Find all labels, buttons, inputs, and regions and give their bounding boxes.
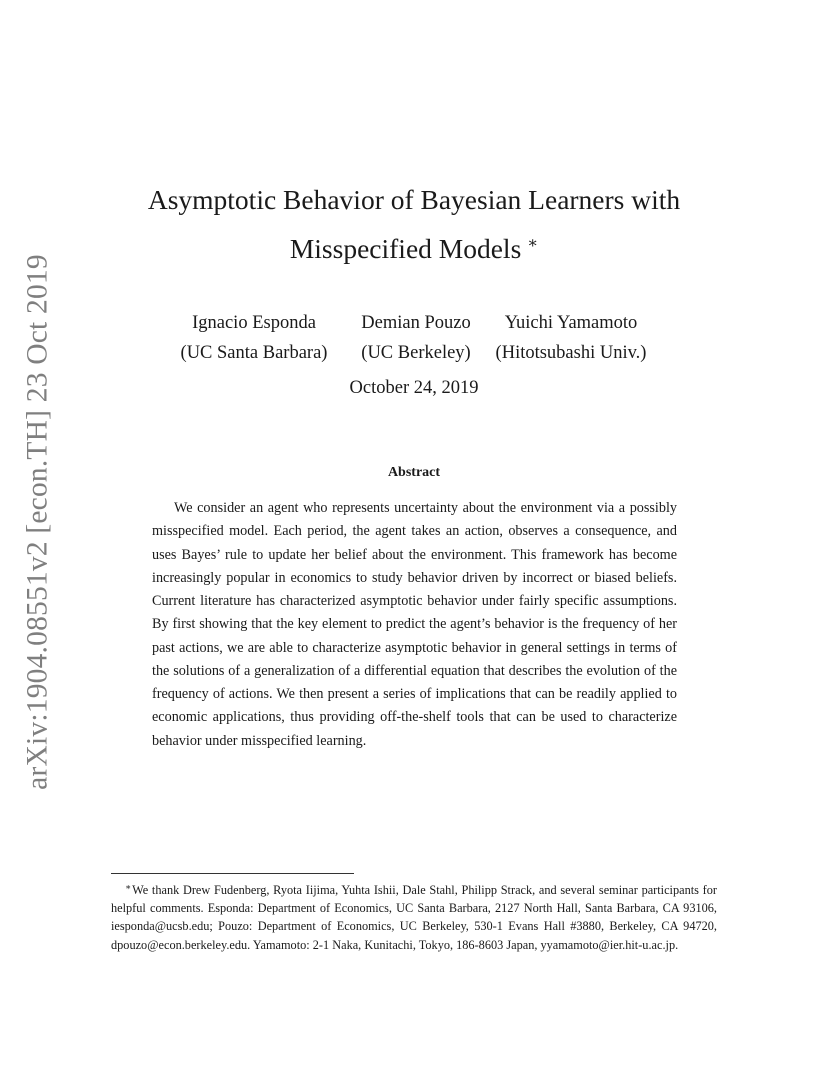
footnote-mark: ∗ [125,882,132,892]
title-footnote-mark: ∗ [527,235,539,252]
author-pouzo [356,308,476,368]
author-esponda [173,308,335,368]
author-affiliation: (UC Santa Barbara) [180,343,328,363]
paper-title [100,178,728,271]
author-name: Ignacio Esponda [192,313,316,333]
author-affiliation: (UC Berkeley) [361,343,471,363]
abstract-text: We consider an agent who represents uncertainty about the environment via a possibly misspecified model. Each period, the agent takes an action, observes a consequence, and uses Bayes’ rule to update her belief about the environment. This framework has become increasingly popular in economics to study behavior driven by incorrect or biased beliefs. Current literature has characterized asymptotic behavior under fairly specific assumptions. By first showing that the key element to predict the agent’s behavior is the frequency of her past actions, we are able to characterize asymptotic behavior in general settings in terms of the solutions of a generalization of a differential equation that describes the evolution of the frequency of actions. We then present a series of implications that can be readily applied to economic applications, thus providing off-the-shelf tools that can be used to characterize behavior under misspecified learning. [152,500,677,749]
publication-date: October 24, 2019 [349,378,479,398]
author-name: Yuichi Yamamoto [504,313,638,333]
author-yamamoto [487,308,655,368]
arxiv-identifier-stamp: arXiv:1904.08551v2 [econ.TH] 23 Oct 2019 [21,254,54,790]
footnote-divider [111,873,354,874]
author-affiliation: (Hitotsubashi Univ.) [495,343,647,363]
author-name: Demian Pouzo [361,313,471,333]
title-line-1: Asymptotic Behavior of Bayesian Learners with [147,184,681,215]
title-line-2-text: Misspecified Models [289,233,522,264]
abstract-heading: Abstract [387,465,441,480]
footnote-text: We thank Drew Fudenberg, Ryota Iijima, Yuhta Ishii, Dale Stahl, Philipp Strack, and several seminar participants for helpful comments. Esponda: Department of Economics, UC Santa Barbara, 2127 North Hall, Santa Barbara, CA 93106, iesponda@ucsb.edu; Pouzo: Department of Economics, UC Berkeley, 530-1 Evans Hall #3880, Berkeley, CA 94720, dpouzo@econ.berkeley.edu. Yamamoto: 2-1 Naka, Kunitachi, Tokyo, 186-8603 Japan, yyamamoto@ier.hit-u.ac.jp. [111,883,717,952]
title-line-2 [100,222,728,271]
footnote [111,878,717,954]
